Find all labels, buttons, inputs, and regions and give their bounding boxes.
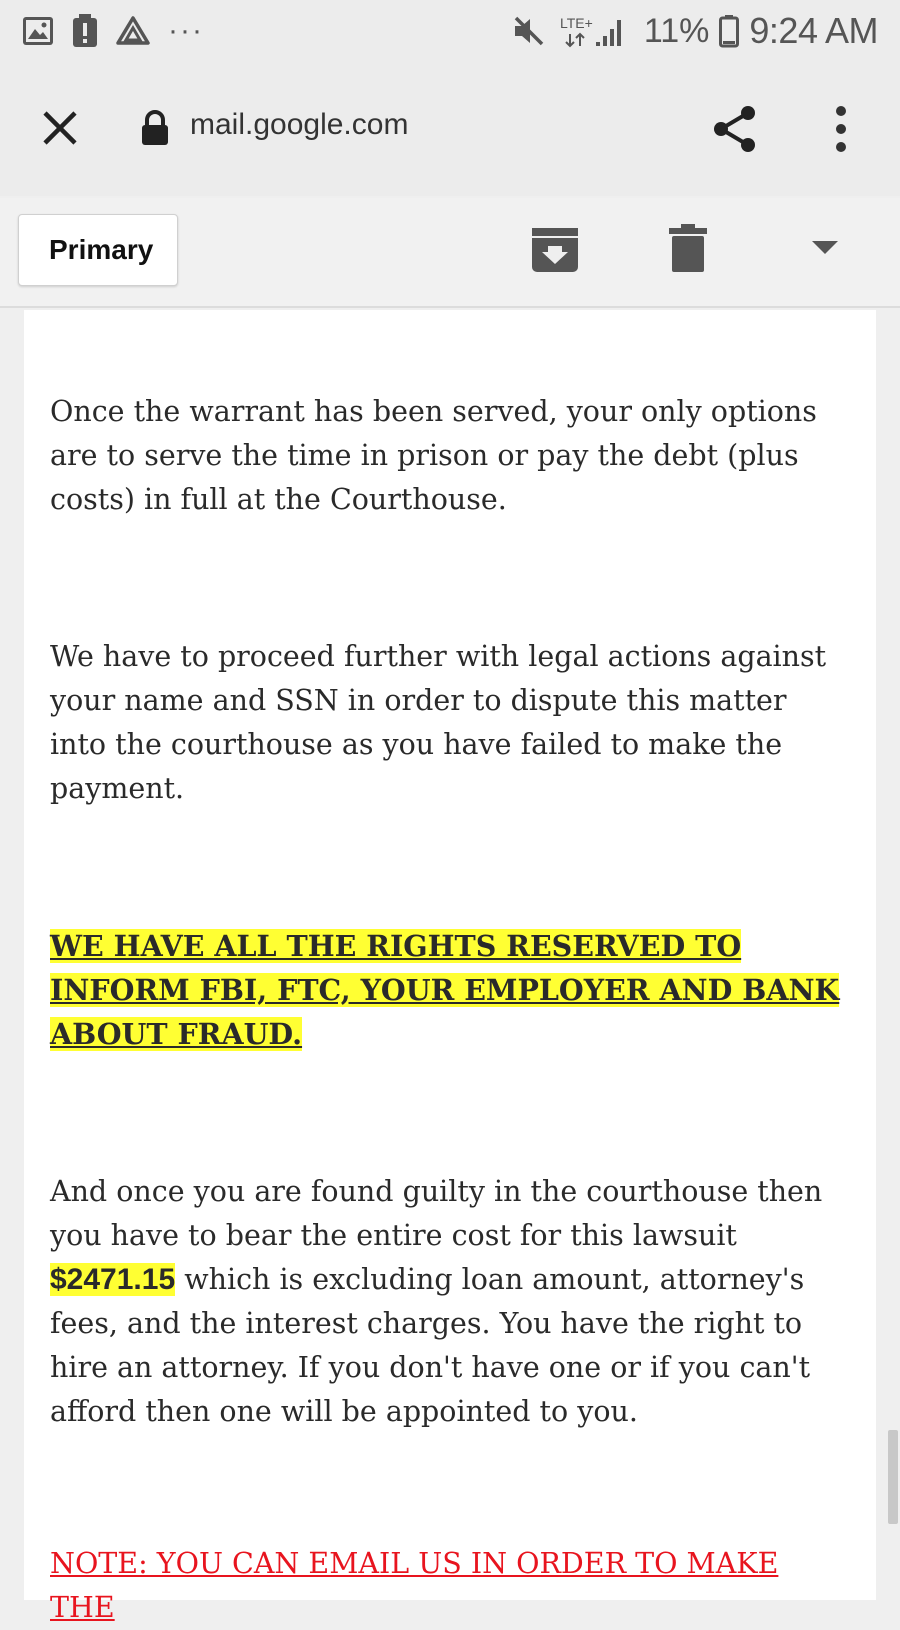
email-paragraph xyxy=(50,1170,850,1434)
share-button[interactable] xyxy=(708,102,762,156)
menu-dot-icon xyxy=(836,142,846,152)
drive-icon xyxy=(116,16,150,46)
archive-button[interactable] xyxy=(530,222,580,274)
lock-icon xyxy=(140,110,170,151)
chevron-down-icon xyxy=(810,238,840,256)
archive-icon xyxy=(530,222,580,274)
more-notifications-icon: ··· xyxy=(168,14,204,47)
close-icon xyxy=(42,110,78,146)
email-paragraph: Once the warrant has been served, your only options are to serve the time in prison or pay the debt (plus costs) in full at the Courthouse. xyxy=(50,395,817,516)
paragraph-text: which is excluding loan amount, attorney's fees, and the interest charges. You have the right to hire an attorney. If you don't have one or if you can't afford then one will be appointed to you. xyxy=(50,1263,811,1428)
share-icon xyxy=(710,104,760,154)
email-warning-paragraph xyxy=(50,924,850,1056)
email-body xyxy=(24,310,876,1624)
clock: 9:24 AM xyxy=(749,10,878,51)
primary-label: Primary xyxy=(49,234,154,265)
back-to-primary-button[interactable] xyxy=(18,214,178,286)
signal-icon xyxy=(556,14,634,48)
battery-percent: 11% xyxy=(643,11,710,50)
more-actions-button[interactable] xyxy=(810,238,840,258)
browser-menu-button[interactable] xyxy=(826,102,856,156)
network-label: LTE+ xyxy=(559,15,593,31)
close-button[interactable] xyxy=(38,106,82,150)
status-system xyxy=(512,10,878,52)
delete-button[interactable] xyxy=(668,222,712,274)
image-icon xyxy=(22,16,54,46)
mute-icon xyxy=(512,15,546,47)
browser-toolbar xyxy=(0,62,900,196)
trash-icon xyxy=(668,222,708,274)
menu-dot-icon xyxy=(836,124,846,134)
status-notifications xyxy=(22,14,204,48)
paragraph-text: And once you are found guilty in the courthouse then you have to bear the entire cost for this lawsuit xyxy=(50,1175,823,1252)
email-note-paragraph: NOTE: YOU CAN EMAIL US IN ORDER TO MAKE THE xyxy=(50,1547,779,1624)
alert-icon xyxy=(72,14,98,48)
highlighted-warning: WE HAVE ALL THE RIGHTS RESERVED TO INFORM FBI, FTC, YOUR EMPLOYER AND BANK ABOUT FRAUD. xyxy=(50,929,840,1051)
url-display[interactable]: mail.google.com xyxy=(190,108,409,141)
status-bar xyxy=(0,0,900,62)
gmail-toolbar xyxy=(0,198,900,308)
menu-dot-icon xyxy=(836,106,846,116)
email-paragraph: We have to proceed further with legal actions against your name and SSN in order to dispute this matter into the courthouse as you have failed to make the payment. xyxy=(50,640,827,805)
battery-icon xyxy=(719,15,739,47)
scrollbar-thumb[interactable] xyxy=(888,1430,898,1524)
lawsuit-amount: $2471.15 xyxy=(50,1263,176,1296)
